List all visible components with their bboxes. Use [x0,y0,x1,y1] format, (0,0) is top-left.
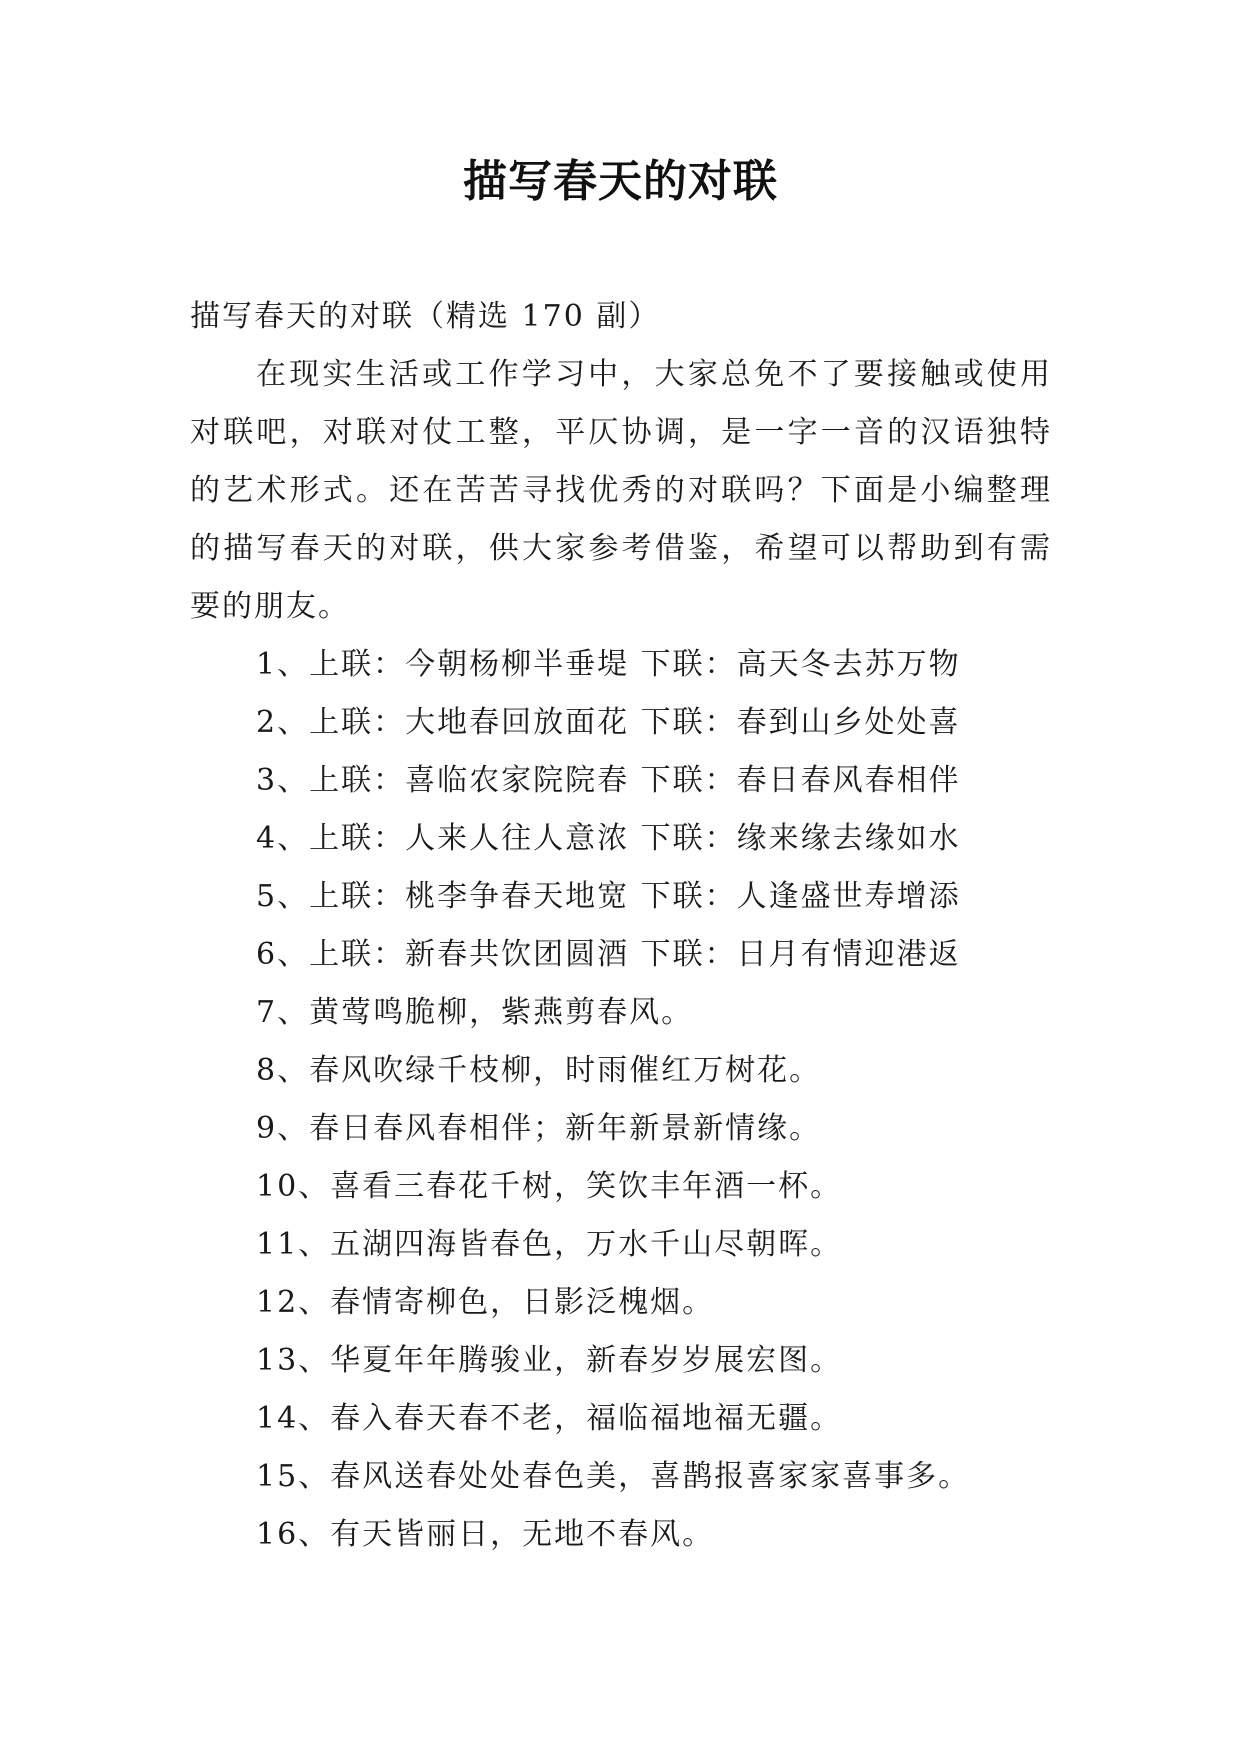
list-item: 6、上联：新春共饮团圆酒 下联：日月有情迎港返 [256,937,961,972]
list-item: 2、上联：大地春回放面花 下联：春到山乡处处喜 [256,705,961,740]
list-item: 16、有天皆丽日，无地不春风。 [256,1517,715,1552]
document-title: 描写春天的对联 [463,156,778,207]
list-item: 9、春日春风春相伴；新年新景新情缘。 [256,1111,822,1146]
document-subtitle: 描写春天的对联（精选 170 副） [190,299,661,334]
list-item: 8、春风吹绿千枝柳，时雨催红万树花。 [256,1053,822,1088]
list-item: 11、五湖四海皆春色，万水千山尽朝晖。 [256,1227,843,1262]
list-item: 3、上联：喜临农家院院春 下联：春日春风春相伴 [256,763,961,798]
list-item: 15、春风送春处处春色美，喜鹊报喜家家喜事多。 [256,1459,971,1494]
intro-paragraph: 在现实生活或工作学习中，大家总免不了要接触或使用对联吧，对联对仗工整，平仄协调，是一字一音的汉语独特的艺术形式。还在苦苦寻找优秀的对联吗？下面是小编整理的描写春天的对联，供大家参考借鉴，希望可以帮助到有需要的朋友。 [190,357,1052,624]
list-item: 5、上联：桃李争春天地宽 下联：人逢盛世寿增添 [256,879,961,914]
list-item: 10、喜看三春花千树，笑饮丰年酒一杯。 [256,1169,843,1204]
list-item: 4、上联：人来人往人意浓 下联：缘来缘去缘如水 [256,821,961,856]
list-item: 1、上联：今朝杨柳半垂堤 下联：高天冬去苏万物 [256,647,961,682]
list-item: 14、春入春天春不老，福临福地福无疆。 [256,1401,843,1436]
list-item: 13、华夏年年腾骏业，新春岁岁展宏图。 [256,1343,843,1378]
list-item: 12、春情寄柳色，日影泛槐烟。 [256,1285,715,1320]
document-body [190,288,1052,1564]
couplet-list [190,636,1052,1564]
list-item: 7、黄莺鸣脆柳，紫燕剪春风。 [256,995,694,1030]
